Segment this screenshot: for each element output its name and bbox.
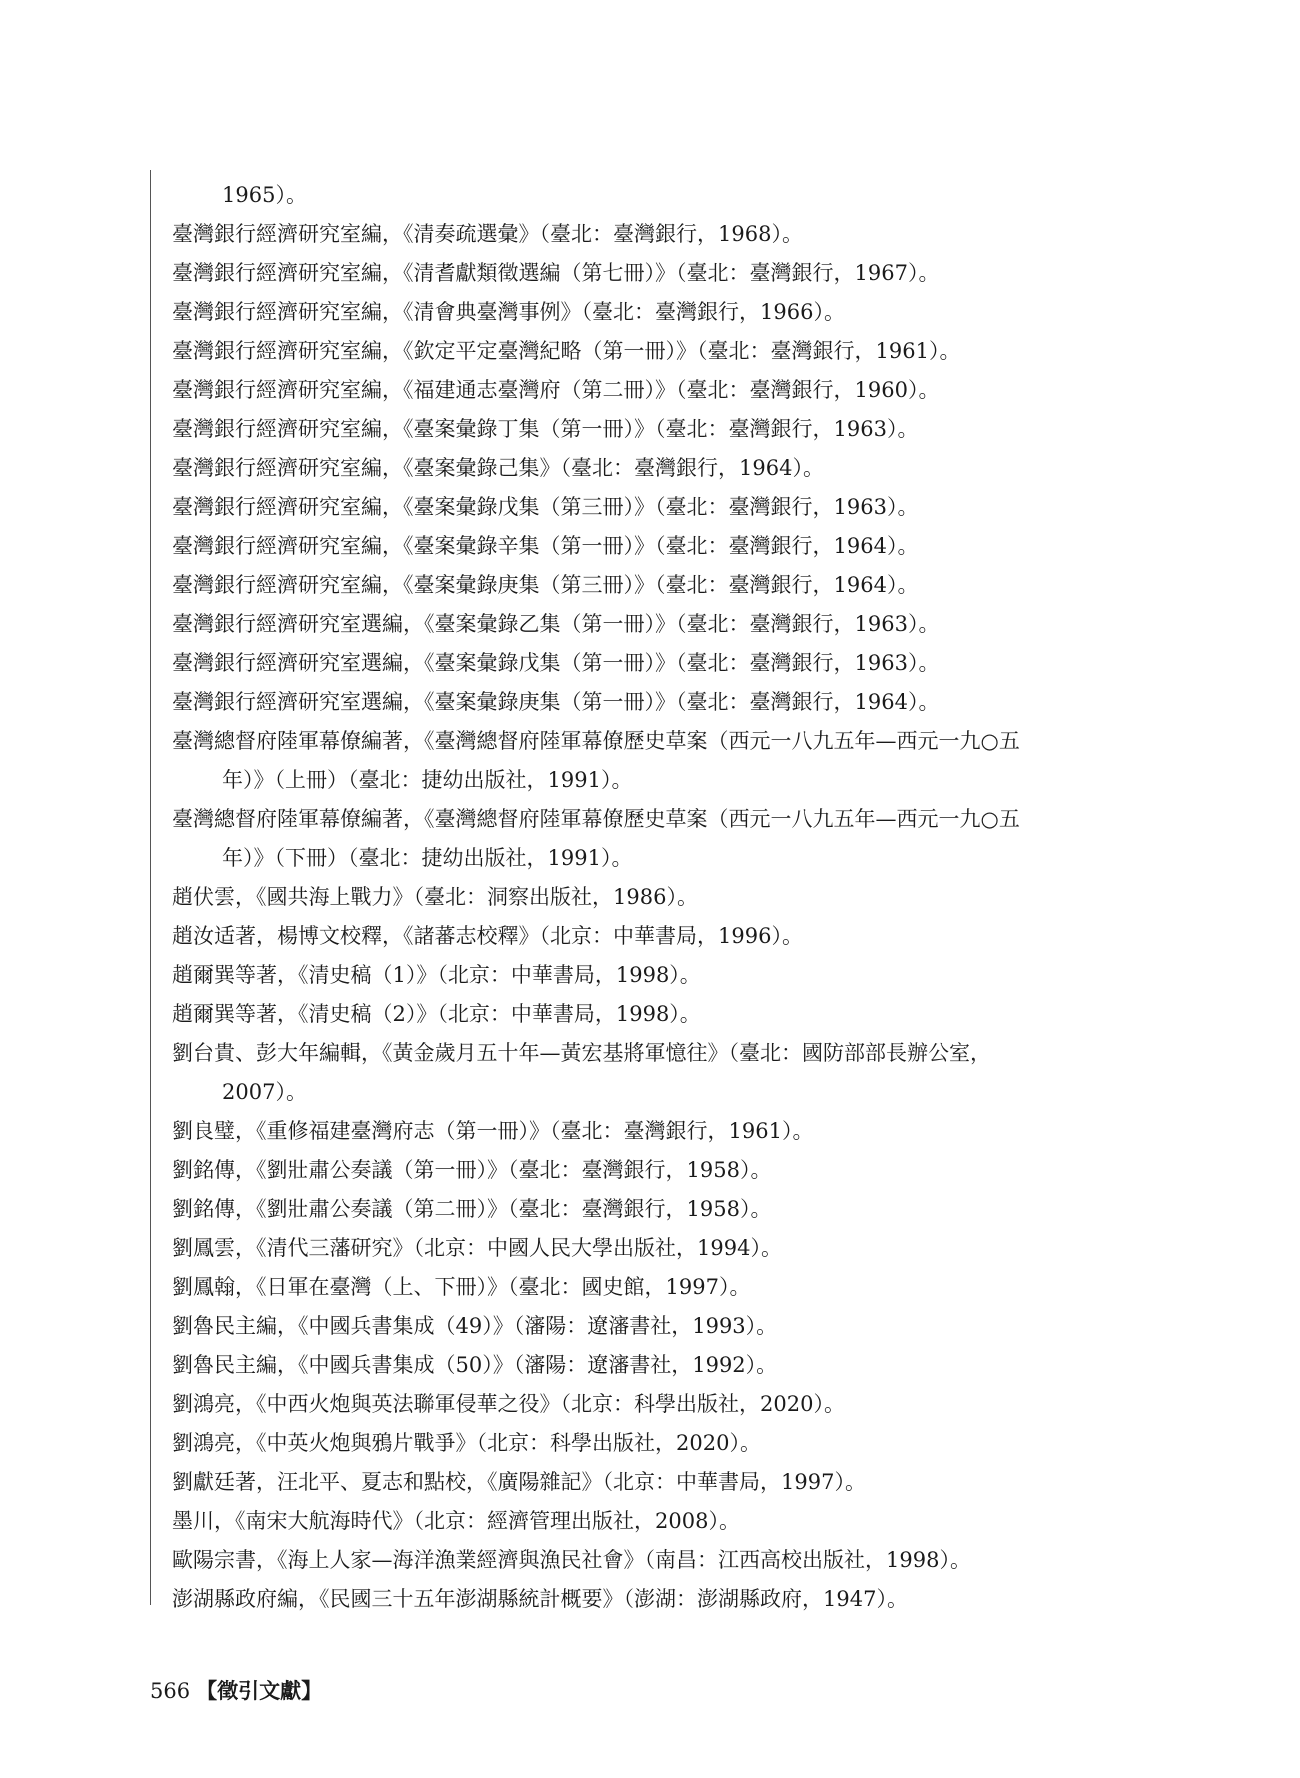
bibliography-entry [172,1346,1172,1385]
bibliography-entry [172,1151,1172,1190]
entry-continuation-line: 1965）。 [222,183,307,207]
entry-line: 劉鴻亮，《中西火炮與英法聯軍侵華之役》（北京：科學出版社，2020）。 [172,1392,845,1416]
bibliography-entry [172,371,1172,410]
bibliography-entry [172,1112,1172,1151]
entry-line: 臺灣銀行經濟研究室編，《福建通志臺灣府（第二冊）》（臺北：臺灣銀行，1960）。 [172,378,940,402]
bibliography-entry [172,605,1172,644]
page-number: 566 [150,1679,191,1703]
bibliography-list [172,176,1172,1619]
bibliography-entry [172,254,1172,293]
bibliography-entry [172,1229,1172,1268]
entry-continuation-line: 年）》（上冊）（臺北：捷幼出版社，1991）。 [222,768,633,792]
entry-line: 劉鳳翰，《日軍在臺灣（上、下冊）》（臺北：國史館，1997）。 [172,1275,751,1299]
bibliography-entry [172,1424,1172,1463]
entry-line: 劉魯民主編，《中國兵書集成（50）》（瀋陽：遼瀋書社，1992）。 [172,1353,778,1377]
entry-line: 劉鳳雲，《清代三藩研究》（北京：中國人民大學出版社，1994）。 [172,1236,782,1260]
bibliography-entry [172,1307,1172,1346]
bibliography-entry [172,878,1172,917]
bibliography-entry [172,1463,1172,1502]
entry-line: 臺灣銀行經濟研究室編，《清耆獻類徵選編（第七冊）》（臺北：臺灣銀行，1967）。 [172,261,940,285]
bibliography-entry [172,488,1172,527]
bibliography-entry [172,644,1172,683]
entry-continuation-line: 2007）。 [222,1080,307,1104]
entry-line: 趙爾巽等著，《清史稿（2）》（北京：中華書局，1998）。 [172,1002,701,1026]
bibliography-entry [172,956,1172,995]
bibliography-entry [172,449,1172,488]
page-footer [150,1676,322,1706]
entry-line: 臺灣銀行經濟研究室編，《欽定平定臺灣紀略（第一冊）》（臺北：臺灣銀行，1961）。 [172,339,961,363]
entry-line: 趙伏雲，《國共海上戰力》（臺北：洞察出版社，1986）。 [172,885,698,909]
bibliography-entry [172,566,1172,605]
entry-line: 臺灣銀行經濟研究室編，《臺案彙錄辛集（第一冊）》（臺北：臺灣銀行，1964）。 [172,534,919,558]
bibliography-entry [172,995,1172,1034]
entry-line: 劉良璧，《重修福建臺灣府志（第一冊）》（臺北：臺灣銀行，1961）。 [172,1119,814,1143]
bibliography-entry [172,1385,1172,1424]
running-title: 【徵引文獻】 [196,1678,323,1703]
entry-line: 臺灣銀行經濟研究室編，《臺案彙錄丁集（第一冊）》（臺北：臺灣銀行，1963）。 [172,417,919,441]
bibliography-entry [172,1190,1172,1229]
bibliography-entry [172,1268,1172,1307]
entry-line: 趙爾巽等著，《清史稿（1）》（北京：中華書局，1998）。 [172,963,701,987]
entry-line: 臺灣銀行經濟研究室選編，《臺案彙錄庚集（第一冊）》（臺北：臺灣銀行，1964）。 [172,690,940,714]
bibliography-entry [172,917,1172,956]
entry-line: 歐陽宗書，《海上人家—海洋漁業經濟與漁民社會》（南昌：江西高校出版社，1998）。 [172,1548,971,1572]
bibliography-entry [172,722,1172,800]
bibliography-entry [172,176,1172,215]
margin-rule [150,170,151,1605]
entry-line: 臺灣總督府陸軍幕僚編著，《臺灣總督府陸軍幕僚歷史草案（西元一八九五年—西元一九○五 [172,729,1020,753]
bibliography-entry [172,215,1172,254]
entry-line: 劉魯民主編，《中國兵書集成（49）》（瀋陽：遼瀋書社，1993）。 [172,1314,778,1338]
entry-line: 臺灣銀行經濟研究室編，《清奏疏選彙》（臺北：臺灣銀行，1968）。 [172,222,803,246]
entry-line: 臺灣銀行經濟研究室選編，《臺案彙錄戊集（第一冊）》（臺北：臺灣銀行，1963）。 [172,651,940,675]
entry-continuation-line: 年）》（下冊）（臺北：捷幼出版社，1991）。 [222,846,633,870]
bibliography-entry [172,1580,1172,1619]
bibliography-entry [172,527,1172,566]
entry-line: 澎湖縣政府編，《民國三十五年澎湖縣統計概要》（澎湖：澎湖縣政府，1947）。 [172,1587,908,1611]
entry-line: 臺灣總督府陸軍幕僚編著，《臺灣總督府陸軍幕僚歷史草案（西元一八九五年—西元一九○五 [172,807,1020,831]
entry-line: 臺灣銀行經濟研究室編，《臺案彙錄戊集（第三冊）》（臺北：臺灣銀行，1963）。 [172,495,919,519]
bibliography-entry [172,800,1172,878]
entry-line: 劉銘傳，《劉壯肅公奏議（第二冊）》（臺北：臺灣銀行，1958）。 [172,1197,772,1221]
bibliography-entry [172,293,1172,332]
entry-line: 臺灣銀行經濟研究室編，《清會典臺灣事例》（臺北：臺灣銀行，1966）。 [172,300,845,324]
entry-line: 劉鴻亮，《中英火炮與鴉片戰爭》（北京：科學出版社，2020）。 [172,1431,761,1455]
bibliography-entry [172,332,1172,371]
entry-line: 劉獻廷著，汪北平、夏志和點校，《廣陽雜記》（北京：中華書局，1997）。 [172,1470,866,1494]
entry-line: 趙汝适著，楊博文校釋，《諸蕃志校釋》（北京：中華書局，1996）。 [172,924,803,948]
entry-line: 劉台貴、彭大年編輯，《黃金歲月五十年—黃宏基將軍憶往》（臺北：國防部部長辦公室， [172,1041,991,1065]
bibliography-entry [172,683,1172,722]
bibliography-entry [172,1502,1172,1541]
entry-line: 墨川，《南宋大航海時代》（北京：經濟管理出版社，2008）。 [172,1509,740,1533]
bibliography-entry [172,1034,1172,1112]
entry-line: 臺灣銀行經濟研究室編，《臺案彙錄己集》（臺北：臺灣銀行，1964）。 [172,456,824,480]
bibliography-entry [172,1541,1172,1580]
bibliography-entry [172,410,1172,449]
entry-line: 劉銘傳，《劉壯肅公奏議（第一冊）》（臺北：臺灣銀行，1958）。 [172,1158,772,1182]
entry-line: 臺灣銀行經濟研究室編，《臺案彙錄庚集（第三冊）》（臺北：臺灣銀行，1964）。 [172,573,919,597]
entry-line: 臺灣銀行經濟研究室選編，《臺案彙錄乙集（第一冊）》（臺北：臺灣銀行，1963）。 [172,612,940,636]
